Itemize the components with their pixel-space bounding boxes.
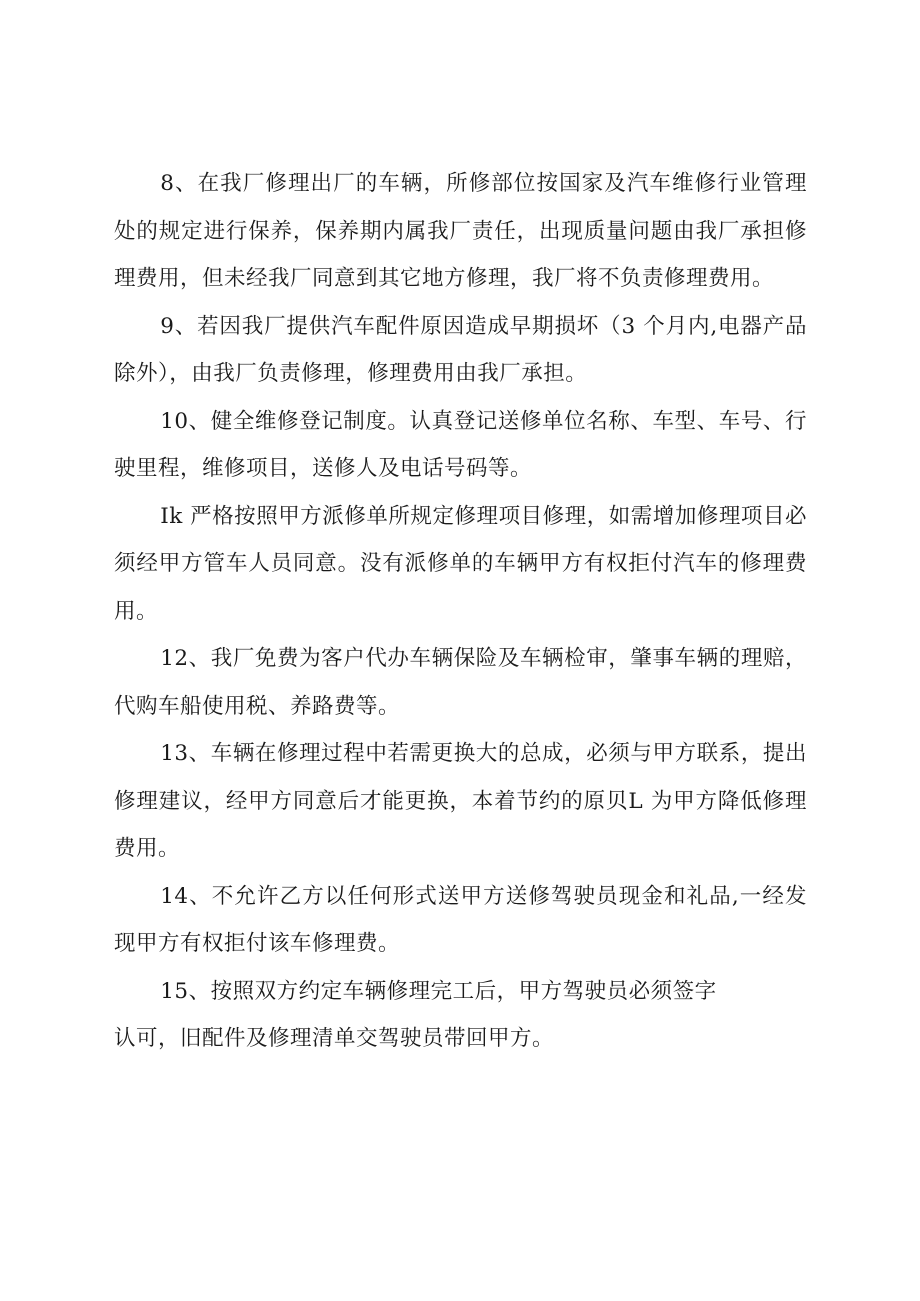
- clause-12: 12、我厂免费为客户代办车辆保险及车辆检审，肇事车辆的理赔，代购车船使用税、养路费等。: [114, 646, 807, 719]
- clause-15-line-1: 15、按照双方约定车辆修理完工后，甲方驾驶员必须签字: [160, 978, 717, 1004]
- document-body: [114, 160, 807, 1063]
- clause-13: 13、车辆在修理过程中若需更换大的总成，必须与甲方联系，提出修理建议，经甲方同意后才能更换，本着节约的原贝L 为甲方降低修理费用。: [114, 741, 807, 861]
- clause-14: 14、不允许乙方以任何形式送甲方送修驾驶员现金和礼品,一经发现甲方有权拒付该车修理费。: [114, 883, 807, 956]
- clause-15-line-2: 认可，旧配件及修理清单交驾驶员带回甲方。: [114, 1026, 555, 1051]
- clause-9: 9、若因我厂提供汽车配件原因造成早期损坏（3 个月内,电器产品除外），由我厂负责修理，修理费用由我厂承担。: [114, 313, 807, 386]
- clause-8: 8、在我厂修理出厂的车辆，所修部位按国家及汽车维修行业管理处的规定进行保养，保养期内属我厂责任，出现质量问题由我厂承担修理费用，但未经我厂同意到其它地方修理，我厂将不负责修理费用。: [114, 171, 807, 291]
- clause-10: 10、健全维修登记制度。认真登记送修单位名称、车型、车号、行驶里程，维修项目，送修人及电话号码等。: [114, 408, 807, 481]
- clause-11: Ik 严格按照甲方派修单所规定修理项目修理，如需增加修理项目必须经甲方管车人员同意。没有派修单的车辆甲方有权拒付汽车的修理费用。: [114, 503, 807, 624]
